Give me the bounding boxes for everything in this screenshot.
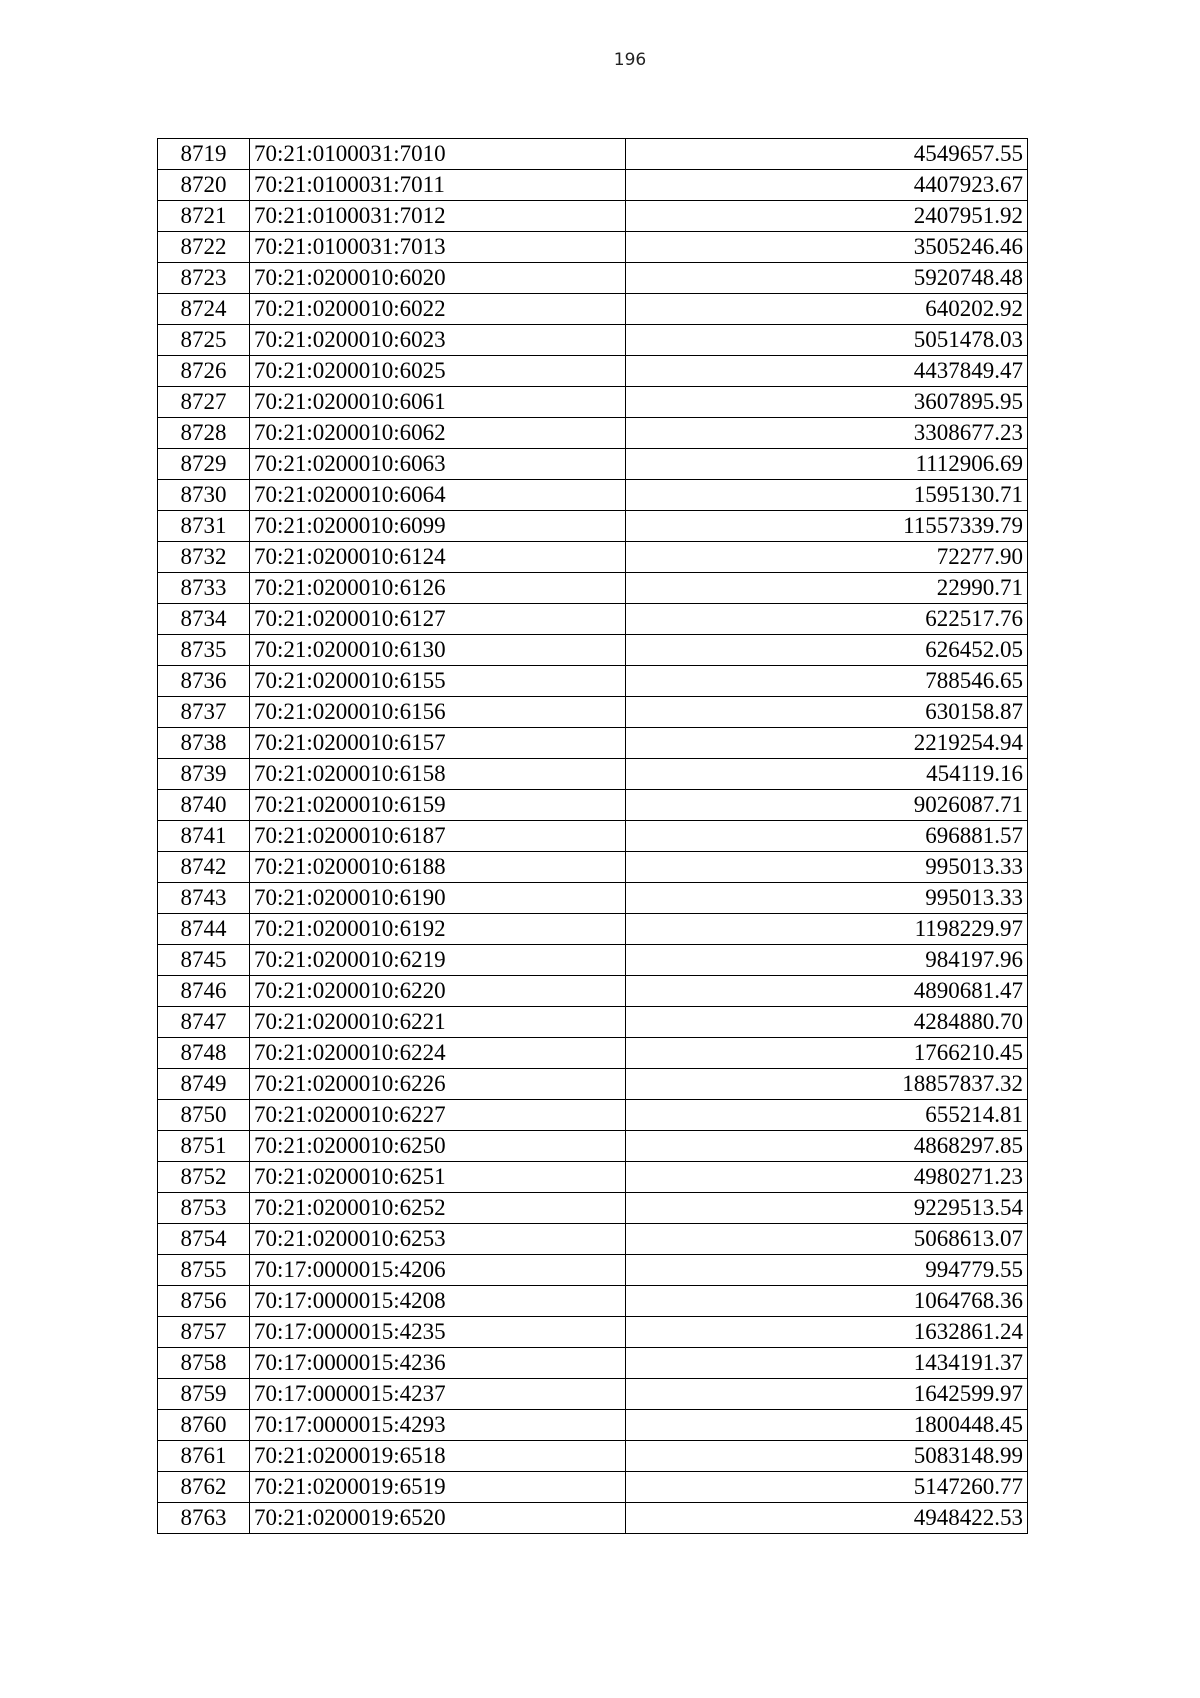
table-row — [158, 449, 1028, 480]
cadastral-value-cell: 3607895.95 — [626, 387, 1028, 418]
cadastral-value-cell: 4284880.70 — [626, 1007, 1028, 1038]
cadastral-number-cell: 70:21:0200010:6157 — [250, 728, 626, 759]
cadastral-number-cell: 70:21:0100031:7011 — [250, 170, 626, 201]
cadastral-value-cell: 1800448.45 — [626, 1410, 1028, 1441]
cadastral-value-table — [157, 138, 1028, 1534]
table-row — [158, 666, 1028, 697]
table-row — [158, 945, 1028, 976]
cadastral-value-cell: 994779.55 — [626, 1255, 1028, 1286]
table-row — [158, 1069, 1028, 1100]
cadastral-value-cell: 4437849.47 — [626, 356, 1028, 387]
table-row — [158, 1224, 1028, 1255]
cadastral-number-cell: 70:21:0200010:6126 — [250, 573, 626, 604]
cadastral-number-cell: 70:21:0200010:6220 — [250, 976, 626, 1007]
cadastral-value-cell: 4980271.23 — [626, 1162, 1028, 1193]
table-row — [158, 914, 1028, 945]
table-row — [158, 170, 1028, 201]
table-row — [158, 480, 1028, 511]
row-number-cell: 8759 — [158, 1379, 250, 1410]
cadastral-number-cell: 70:21:0200010:6063 — [250, 449, 626, 480]
cadastral-value-cell: 1112906.69 — [626, 449, 1028, 480]
table-row — [158, 1472, 1028, 1503]
page-number: 196 — [613, 50, 647, 70]
cadastral-number-cell: 70:21:0200010:6187 — [250, 821, 626, 852]
cadastral-value-cell: 5083148.99 — [626, 1441, 1028, 1472]
table-row — [158, 1131, 1028, 1162]
cadastral-value-cell: 788546.65 — [626, 666, 1028, 697]
table-row — [158, 511, 1028, 542]
row-number-cell: 8756 — [158, 1286, 250, 1317]
cadastral-number-cell: 70:21:0200010:6025 — [250, 356, 626, 387]
cadastral-value-cell: 622517.76 — [626, 604, 1028, 635]
cadastral-number-cell: 70:21:0200010:6253 — [250, 1224, 626, 1255]
table-row — [158, 1379, 1028, 1410]
cadastral-number-cell: 70:21:0200019:6518 — [250, 1441, 626, 1472]
table-row — [158, 1441, 1028, 1472]
table-row — [158, 1317, 1028, 1348]
cadastral-number-cell: 70:21:0200010:6124 — [250, 542, 626, 573]
table-row — [158, 728, 1028, 759]
cadastral-value-cell: 1198229.97 — [626, 914, 1028, 945]
table-row — [158, 325, 1028, 356]
cadastral-number-cell: 70:21:0200010:6155 — [250, 666, 626, 697]
cadastral-value-cell: 4549657.55 — [626, 139, 1028, 170]
row-number-cell: 8761 — [158, 1441, 250, 1472]
cadastral-number-cell: 70:17:0000015:4236 — [250, 1348, 626, 1379]
row-number-cell: 8739 — [158, 759, 250, 790]
row-number-cell: 8725 — [158, 325, 250, 356]
cadastral-number-cell: 70:17:0000015:4293 — [250, 1410, 626, 1441]
row-number-cell: 8745 — [158, 945, 250, 976]
row-number-cell: 8740 — [158, 790, 250, 821]
cadastral-value-cell: 1632861.24 — [626, 1317, 1028, 1348]
cadastral-value-cell: 4407923.67 — [626, 170, 1028, 201]
row-number-cell: 8748 — [158, 1038, 250, 1069]
row-number-cell: 8763 — [158, 1503, 250, 1534]
table-row — [158, 1255, 1028, 1286]
row-number-cell: 8730 — [158, 480, 250, 511]
row-number-cell: 8727 — [158, 387, 250, 418]
row-number-cell: 8723 — [158, 263, 250, 294]
row-number-cell: 8728 — [158, 418, 250, 449]
cadastral-number-cell: 70:21:0200010:6062 — [250, 418, 626, 449]
table-row — [158, 1503, 1028, 1534]
table-row — [158, 1286, 1028, 1317]
row-number-cell: 8749 — [158, 1069, 250, 1100]
cadastral-number-cell: 70:17:0000015:4237 — [250, 1379, 626, 1410]
cadastral-value-cell: 3308677.23 — [626, 418, 1028, 449]
table-row — [158, 821, 1028, 852]
row-number-cell: 8752 — [158, 1162, 250, 1193]
cadastral-value-cell: 655214.81 — [626, 1100, 1028, 1131]
table-row — [158, 635, 1028, 666]
cadastral-value-cell: 18857837.32 — [626, 1069, 1028, 1100]
table-row — [158, 418, 1028, 449]
row-number-cell: 8733 — [158, 573, 250, 604]
cadastral-value-cell: 2407951.92 — [626, 201, 1028, 232]
cadastral-number-cell: 70:21:0100031:7012 — [250, 201, 626, 232]
cadastral-value-cell: 1595130.71 — [626, 480, 1028, 511]
cadastral-value-cell: 1434191.37 — [626, 1348, 1028, 1379]
row-number-cell: 8751 — [158, 1131, 250, 1162]
row-number-cell: 8736 — [158, 666, 250, 697]
cadastral-number-cell: 70:21:0200019:6520 — [250, 1503, 626, 1534]
cadastral-number-cell: 70:21:0200010:6190 — [250, 883, 626, 914]
cadastral-value-cell: 22990.71 — [626, 573, 1028, 604]
table-row — [158, 387, 1028, 418]
row-number-cell: 8734 — [158, 604, 250, 635]
table-row — [158, 1162, 1028, 1193]
table-row — [158, 139, 1028, 170]
cadastral-number-cell: 70:21:0200010:6159 — [250, 790, 626, 821]
table-row — [158, 1100, 1028, 1131]
cadastral-number-cell: 70:21:0200010:6192 — [250, 914, 626, 945]
table-row — [158, 1007, 1028, 1038]
cadastral-number-cell: 70:21:0200010:6020 — [250, 263, 626, 294]
table-row — [158, 852, 1028, 883]
cadastral-value-cell: 5051478.03 — [626, 325, 1028, 356]
cadastral-value-cell: 984197.96 — [626, 945, 1028, 976]
cadastral-value-cell: 11557339.79 — [626, 511, 1028, 542]
cadastral-value-cell: 1642599.97 — [626, 1379, 1028, 1410]
cadastral-number-cell: 70:21:0200010:6219 — [250, 945, 626, 976]
row-number-cell: 8741 — [158, 821, 250, 852]
table-row — [158, 697, 1028, 728]
row-number-cell: 8738 — [158, 728, 250, 759]
table-row — [158, 263, 1028, 294]
row-number-cell: 8746 — [158, 976, 250, 1007]
table-row — [158, 1410, 1028, 1441]
cadastral-value-cell: 1766210.45 — [626, 1038, 1028, 1069]
cadastral-number-cell: 70:21:0100031:7013 — [250, 232, 626, 263]
cadastral-value-cell: 9026087.71 — [626, 790, 1028, 821]
cadastral-value-cell: 630158.87 — [626, 697, 1028, 728]
row-number-cell: 8722 — [158, 232, 250, 263]
row-number-cell: 8743 — [158, 883, 250, 914]
row-number-cell: 8744 — [158, 914, 250, 945]
row-number-cell: 8731 — [158, 511, 250, 542]
cadastral-value-cell: 4948422.53 — [626, 1503, 1028, 1534]
cadastral-number-cell: 70:21:0200010:6156 — [250, 697, 626, 728]
row-number-cell: 8760 — [158, 1410, 250, 1441]
table-row — [158, 294, 1028, 325]
cadastral-number-cell: 70:21:0200010:6099 — [250, 511, 626, 542]
row-number-cell: 8747 — [158, 1007, 250, 1038]
table-row — [158, 759, 1028, 790]
table-row — [158, 1193, 1028, 1224]
cadastral-number-cell: 70:21:0200019:6519 — [250, 1472, 626, 1503]
row-number-cell: 8720 — [158, 170, 250, 201]
cadastral-number-cell: 70:21:0200010:6064 — [250, 480, 626, 511]
cadastral-value-cell: 3505246.46 — [626, 232, 1028, 263]
cadastral-number-cell: 70:21:0200010:6226 — [250, 1069, 626, 1100]
cadastral-number-cell: 70:17:0000015:4235 — [250, 1317, 626, 1348]
table-row — [158, 1038, 1028, 1069]
row-number-cell: 8735 — [158, 635, 250, 666]
cadastral-value-cell: 1064768.36 — [626, 1286, 1028, 1317]
row-number-cell: 8753 — [158, 1193, 250, 1224]
cadastral-number-cell: 70:17:0000015:4208 — [250, 1286, 626, 1317]
cadastral-number-cell: 70:21:0200010:6251 — [250, 1162, 626, 1193]
cadastral-number-cell: 70:21:0200010:6221 — [250, 1007, 626, 1038]
row-number-cell: 8726 — [158, 356, 250, 387]
row-number-cell: 8732 — [158, 542, 250, 573]
cadastral-value-cell: 4868297.85 — [626, 1131, 1028, 1162]
table-body — [158, 139, 1028, 1534]
cadastral-number-cell: 70:17:0000015:4206 — [250, 1255, 626, 1286]
row-number-cell: 8721 — [158, 201, 250, 232]
row-number-cell: 8750 — [158, 1100, 250, 1131]
cadastral-value-cell: 5068613.07 — [626, 1224, 1028, 1255]
row-number-cell: 8729 — [158, 449, 250, 480]
row-number-cell: 8742 — [158, 852, 250, 883]
row-number-cell: 8724 — [158, 294, 250, 325]
table-row — [158, 573, 1028, 604]
cadastral-value-cell: 995013.33 — [626, 852, 1028, 883]
cadastral-value-cell: 72277.90 — [626, 542, 1028, 573]
cadastral-number-cell: 70:21:0200010:6023 — [250, 325, 626, 356]
row-number-cell: 8719 — [158, 139, 250, 170]
cadastral-number-cell: 70:21:0200010:6127 — [250, 604, 626, 635]
cadastral-number-cell: 70:21:0100031:7010 — [250, 139, 626, 170]
cadastral-value-cell: 5147260.77 — [626, 1472, 1028, 1503]
cadastral-number-cell: 70:21:0200010:6022 — [250, 294, 626, 325]
row-number-cell: 8755 — [158, 1255, 250, 1286]
cadastral-value-cell: 626452.05 — [626, 635, 1028, 666]
cadastral-number-cell: 70:21:0200010:6252 — [250, 1193, 626, 1224]
row-number-cell: 8737 — [158, 697, 250, 728]
cadastral-value-cell: 995013.33 — [626, 883, 1028, 914]
cadastral-number-cell: 70:21:0200010:6224 — [250, 1038, 626, 1069]
cadastral-number-cell: 70:21:0200010:6061 — [250, 387, 626, 418]
table-row — [158, 790, 1028, 821]
cadastral-value-cell: 696881.57 — [626, 821, 1028, 852]
table-row — [158, 604, 1028, 635]
row-number-cell: 8754 — [158, 1224, 250, 1255]
cadastral-value-cell: 454119.16 — [626, 759, 1028, 790]
cadastral-value-cell: 2219254.94 — [626, 728, 1028, 759]
cadastral-value-cell: 9229513.54 — [626, 1193, 1028, 1224]
cadastral-number-cell: 70:21:0200010:6250 — [250, 1131, 626, 1162]
row-number-cell: 8758 — [158, 1348, 250, 1379]
cadastral-number-cell: 70:21:0200010:6130 — [250, 635, 626, 666]
table-row — [158, 356, 1028, 387]
row-number-cell: 8762 — [158, 1472, 250, 1503]
table-row — [158, 201, 1028, 232]
cadastral-number-cell: 70:21:0200010:6227 — [250, 1100, 626, 1131]
table-row — [158, 1348, 1028, 1379]
cadastral-number-cell: 70:21:0200010:6158 — [250, 759, 626, 790]
table-row — [158, 542, 1028, 573]
table-row — [158, 883, 1028, 914]
cadastral-value-cell: 4890681.47 — [626, 976, 1028, 1007]
cadastral-number-cell: 70:21:0200010:6188 — [250, 852, 626, 883]
table-row — [158, 976, 1028, 1007]
row-number-cell: 8757 — [158, 1317, 250, 1348]
cadastral-value-cell: 5920748.48 — [626, 263, 1028, 294]
cadastral-value-cell: 640202.92 — [626, 294, 1028, 325]
table-row — [158, 232, 1028, 263]
